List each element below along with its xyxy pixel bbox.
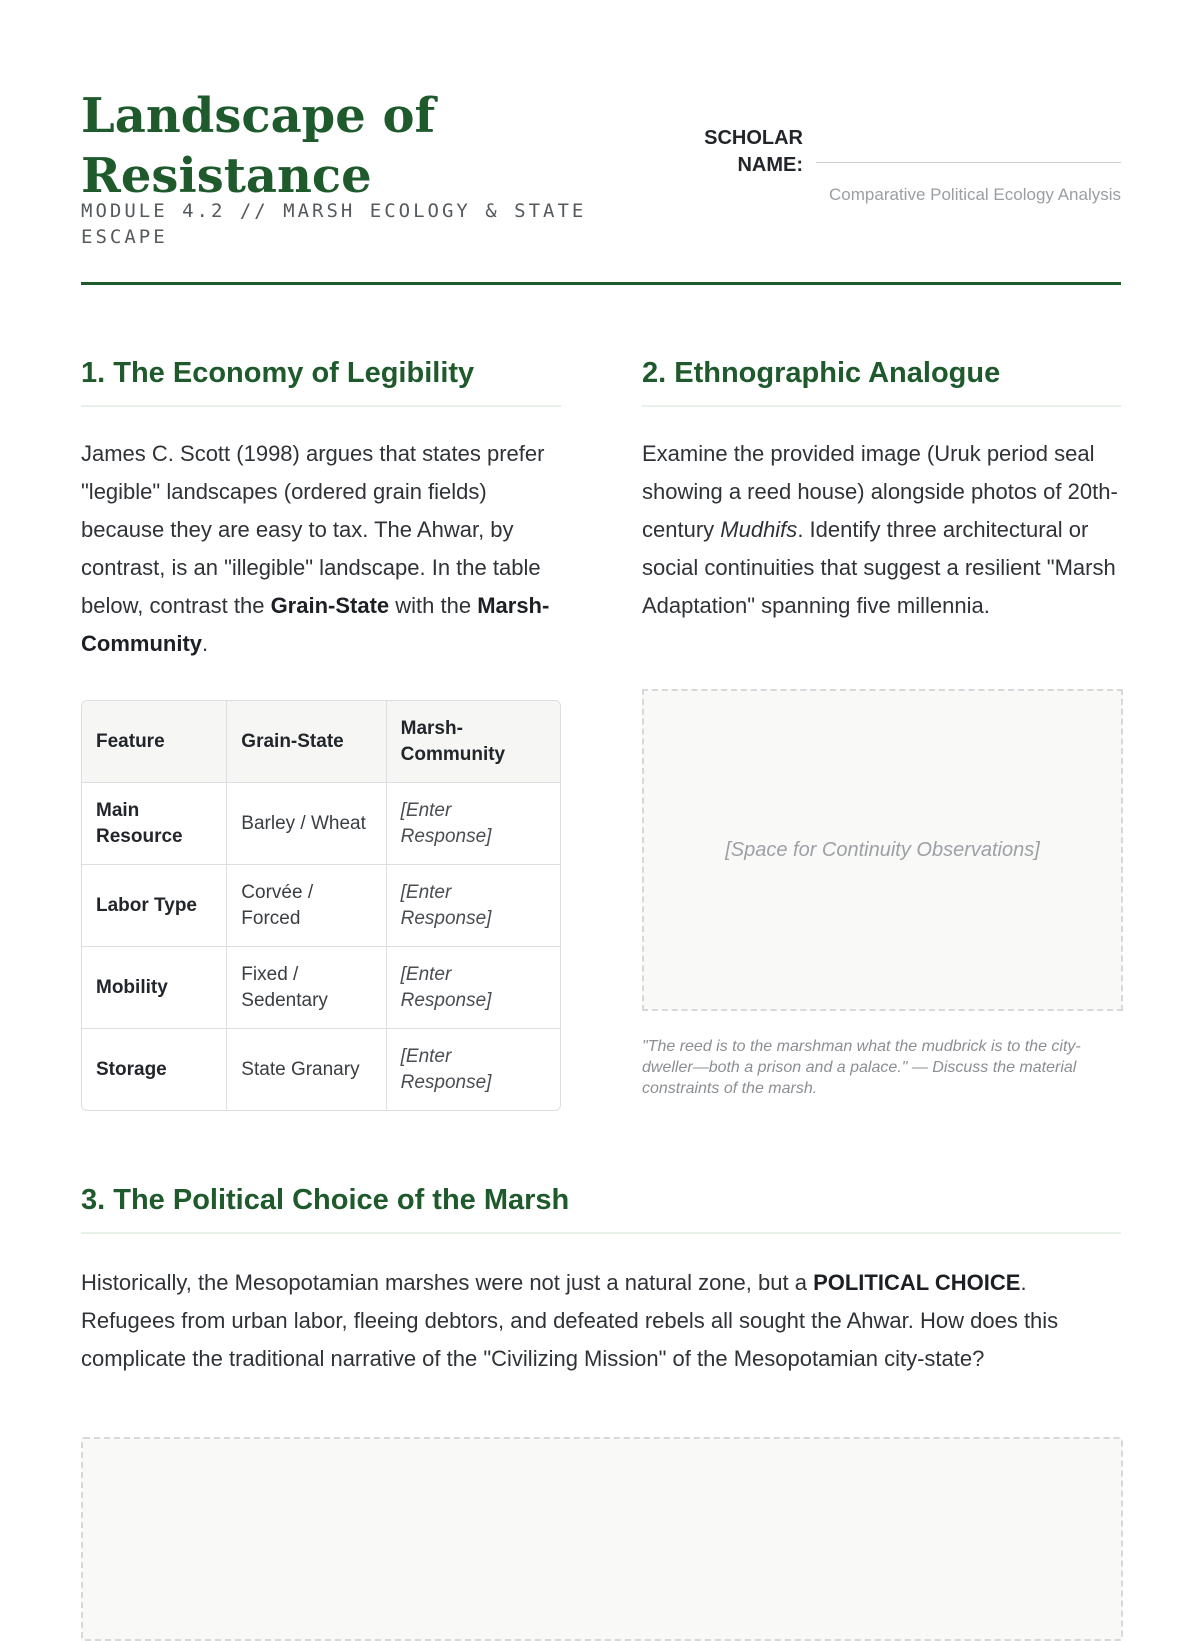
feature-cell: Labor Type	[82, 865, 227, 947]
table-row	[82, 1029, 560, 1110]
marsh-response-cell[interactable]: [Enter Response]	[387, 947, 560, 1029]
table-row	[82, 783, 560, 865]
continuity-observations-box[interactable]	[642, 689, 1123, 1011]
section-political-choice	[81, 1182, 1121, 1378]
grain-state-cell: State Granary	[227, 1029, 386, 1110]
marsh-response-cell[interactable]: [Enter Response]	[387, 865, 560, 947]
table-row	[82, 865, 560, 947]
italic-term-mudhifs: Mudhifs	[720, 517, 798, 542]
feature-cell: Storage	[82, 1029, 227, 1110]
marsh-response-cell[interactable]: [Enter Response]	[387, 783, 560, 865]
section-2-heading: 2. Ethnographic Analogue	[642, 355, 1121, 407]
section-1-paragraph	[81, 435, 561, 663]
discussion-quote: "The reed is to the marshman what the mudbrick is to the city-dweller—both a prison and a palace." — Discuss the material constraints of the marsh.	[642, 1038, 1081, 1097]
scholar-name-field[interactable]	[816, 162, 1121, 163]
text-run: James C. Scott (1998) argues that states prefer "legible" landscapes (ordered grain fields) because they are easy to tax. The Ahwar, by contrast, is an "illegible" landscape. In the table below, contrast the	[81, 441, 545, 618]
page-title: Landscape of Resistance	[81, 88, 436, 204]
feature-cell: Main Resource	[82, 783, 227, 865]
section-ethnographic-analogue	[642, 355, 1121, 625]
table-header-row	[82, 701, 560, 783]
table-row	[82, 947, 560, 1029]
worksheet-page	[81, 0, 1121, 1600]
political-choice-answer-box[interactable]	[81, 1437, 1123, 1641]
text-run: Historically, the Mesopotamian marshes were not just a natural zone, but a	[81, 1270, 814, 1295]
column-header: Grain-State	[227, 701, 386, 783]
grain-state-cell: Corvée / Forced	[227, 865, 386, 947]
text-run: Examine the provided image (Uruk period seal showing a reed house) alongside photos of 20th-century	[642, 441, 1118, 542]
bold-term-political-choice: POLITICAL CHOICE	[813, 1270, 1021, 1295]
section-economy-of-legibility	[81, 355, 561, 663]
text-run: . Refugees from urban labor, fleeing debtors, and defeated rebels all sought the Ahwar. How does this complicate the traditional narrative of the "Civilizing Mission" of the Mesopotamian city-state?	[81, 1270, 1059, 1371]
section-3-heading: 3. The Political Choice of the Marsh	[81, 1182, 1121, 1234]
column-header: Marsh-Community	[387, 701, 560, 783]
grain-state-cell: Barley / Wheat	[227, 783, 386, 865]
comparison-table	[81, 700, 561, 1111]
module-subtitle: MODULE 4.2 // MARSH ECOLOGY & STATE ESCAPE	[81, 200, 587, 248]
observations-placeholder: [Space for Continuity Observations]	[725, 838, 1040, 861]
section-3-paragraph	[81, 1264, 1121, 1378]
scholar-name-label: SCHOLAR NAME:	[704, 127, 803, 176]
feature-cell: Mobility	[82, 947, 227, 1029]
text-run: . Identify three architectural or social continuities that suggest a resilient "Marsh Adaptation" spanning five millennia.	[642, 517, 1116, 618]
column-header: Feature	[82, 701, 227, 783]
grain-state-cell: Fixed / Sedentary	[227, 947, 386, 1029]
course-note: Comparative Political Ecology Analysis	[829, 185, 1121, 204]
bold-term-grain-state: Grain-State	[270, 593, 390, 618]
text-run: .	[202, 631, 209, 656]
section-1-heading: 1. The Economy of Legibility	[81, 355, 561, 407]
worksheet-header	[81, 80, 1121, 285]
marsh-response-cell[interactable]: [Enter Response]	[400, 1045, 492, 1093]
text-run: with the	[389, 593, 478, 618]
section-2-paragraph	[642, 435, 1121, 625]
bold-term-marsh-community: Marsh-Community	[81, 593, 550, 656]
